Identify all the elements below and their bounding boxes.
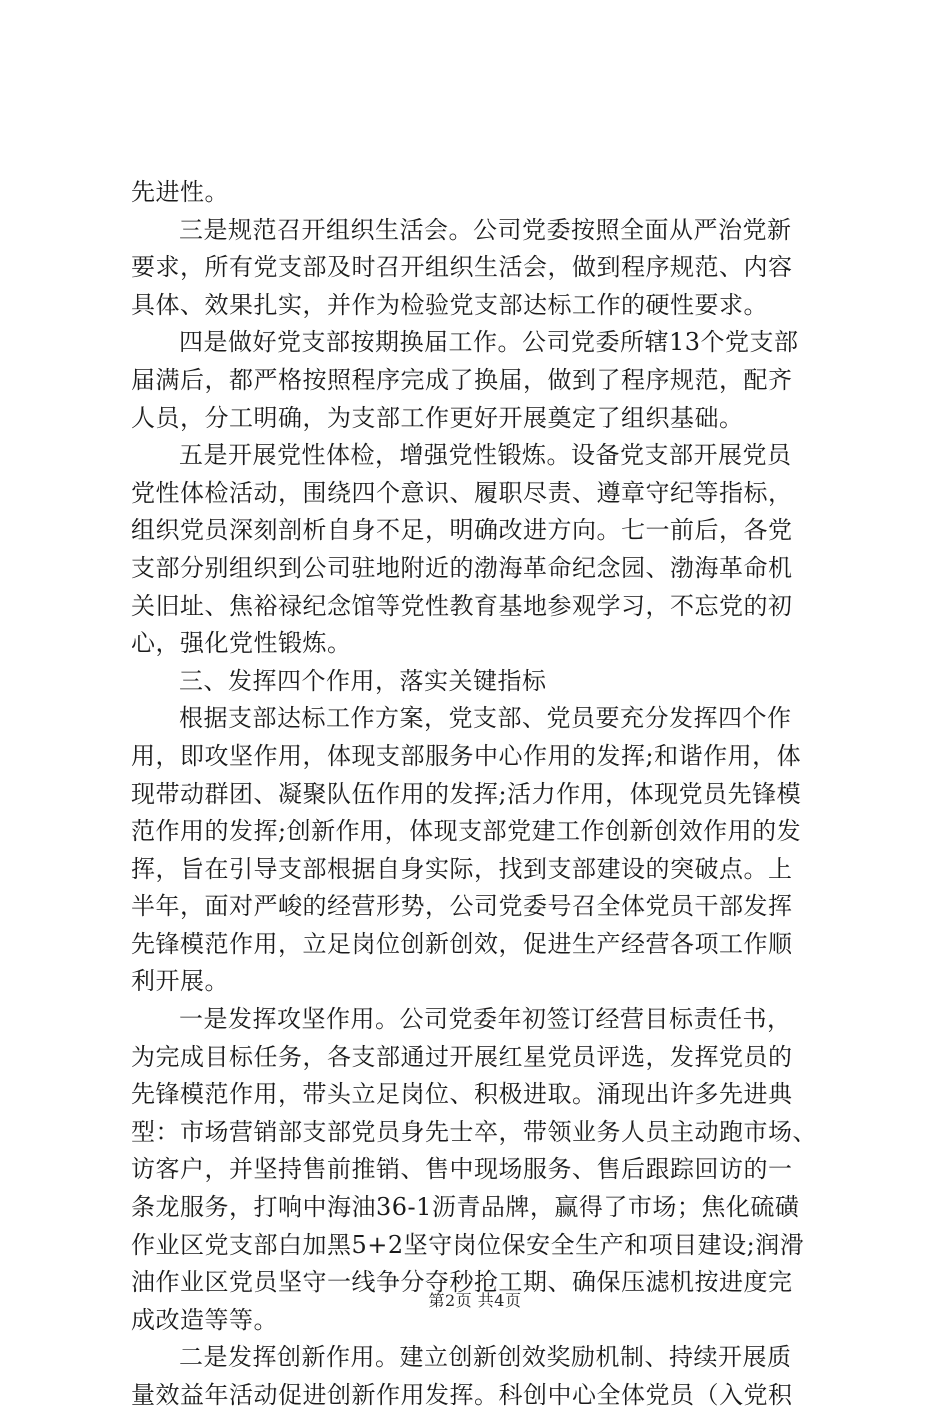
- text-line: 范作用的发挥;创新作用，体现支部党建工作创新创效作用的发: [131, 817, 802, 846]
- text-line: 现带动群团、凝聚队伍作用的发挥;活力作用，体现党员先锋模: [131, 779, 802, 808]
- text-line: 半年，面对严峻的经营形势，公司党委号召全体党员干部发挥: [131, 892, 793, 921]
- text-line: 访客户，并坚持售前推销、售中现场服务、售后跟踪回访的一: [131, 1155, 793, 1184]
- text-line: 成改造等等。: [131, 1305, 278, 1334]
- text-line: 挥，旨在引导支部根据自身实际，找到支部建设的突破点。上: [131, 854, 793, 883]
- text-line: 支部分别组织到公司驻地附近的渤海革命纪念园、渤海革命机: [131, 553, 793, 582]
- text-line: 届满后，都严格按照程序完成了换届，做到了程序规范，配齐: [131, 365, 793, 394]
- section-heading: 三、发挥四个作用，落实关键指标: [179, 666, 547, 695]
- text-line: 先锋模范作用，带头立足岗位、积极进取。涌现出许多先进典: [131, 1080, 793, 1109]
- text-line: 三是规范召开组织生活会。公司党委按照全面从严治党新: [179, 215, 792, 244]
- text-line: 一是发挥攻坚作用。公司党委年初签订经营目标责任书，: [179, 1005, 792, 1034]
- text-line: 先进性。: [131, 178, 229, 206]
- text-line: 五是开展党性体检，增强党性锻炼。设备党支部开展党员: [179, 441, 792, 470]
- text-line: 关旧址、焦裕禄纪念馆等党性教育基地参观学习，不忘党的初: [131, 591, 793, 620]
- text-line: 二是发挥创新作用。建立创新创效奖励机制、持续开展质: [179, 1343, 792, 1372]
- text-line: 作业区党支部白加黑5+2坚守岗位保安全生产和项目建设;润滑: [131, 1230, 805, 1259]
- text-line: 量效益年活动促进创新作用发挥。科创中心全体党员（入党积: [131, 1381, 793, 1409]
- text-line: 具体、效果扎实，并作为检验党支部达标工作的硬性要求。: [131, 290, 768, 319]
- text-line: 先锋模范作用，立足岗位创新创效，促进生产经营各项工作顺: [131, 929, 793, 958]
- text-line: 要求，所有党支部及时召开组织生活会，做到程序规范、内容: [131, 253, 793, 282]
- page-number-footer: 第2页 共4页: [428, 1291, 522, 1310]
- text-line: 条龙服务，打响中海油36-1沥青品牌，赢得了市场；焦化硫磺: [131, 1193, 800, 1222]
- text-line: 党性体检活动，围绕四个意识、履职尽责、遵章守纪等指标，: [131, 478, 793, 507]
- text-line: 四是做好党支部按期换届工作。公司党委所辖13个党支部: [179, 328, 799, 357]
- text-line: 型：市场营销部支部党员身先士卒，带领业务人员主动跑市场、: [131, 1117, 817, 1146]
- text-line: 为完成目标任务，各支部通过开展红星党员评选，发挥党员的: [131, 1042, 793, 1071]
- text-line: 人员，分工明确，为支部工作更好开展奠定了组织基础。: [131, 403, 744, 432]
- text-line: 心，强化党性锻炼。: [131, 629, 352, 658]
- text-line: 用，即攻坚作用，体现支部服务中心作用的发挥;和谐作用，体: [131, 741, 802, 770]
- text-line: 油作业区党员坚守一线争分夺秒抢工期、确保压滤机按进度完: [131, 1268, 793, 1297]
- text-line: 组织党员深刻剖析自身不足，明确改进方向。七一前后，各党: [131, 516, 793, 545]
- document-body: [131, 174, 831, 1415]
- text-line: 利开展。: [131, 967, 229, 996]
- text-line: 根据支部达标工作方案，党支部、党员要充分发挥四个作: [179, 704, 792, 733]
